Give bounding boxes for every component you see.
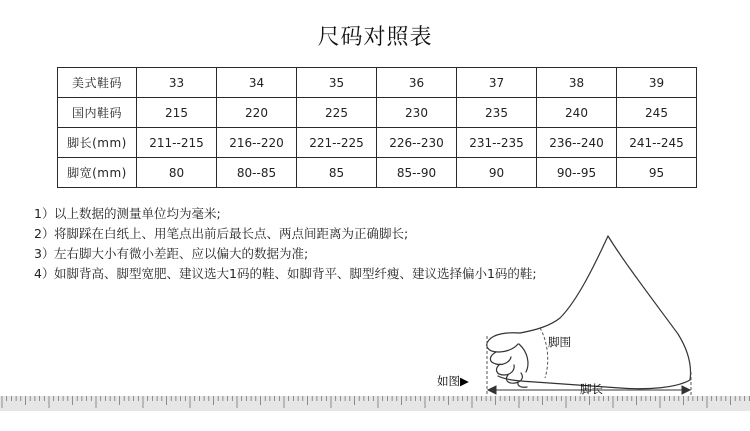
row-label: 脚长(mm) — [58, 128, 137, 158]
note-text: 如脚背高、脚型宽肥、建议选大1码的鞋、如脚背平、脚型纤瘦、建议选择偏小1码的鞋; — [54, 266, 537, 281]
table-cell: 245 — [617, 98, 697, 128]
table-cell: 85 — [297, 158, 377, 188]
table-cell: 235 — [457, 98, 537, 128]
table-cell: 221--225 — [297, 128, 377, 158]
table-cell: 225 — [297, 98, 377, 128]
table-cell: 95 — [617, 158, 697, 188]
table-cell: 80 — [137, 158, 217, 188]
table-cell: 241--245 — [617, 128, 697, 158]
note-number: 2） — [34, 226, 55, 241]
page-title: 尺码对照表 — [317, 25, 433, 50]
table-cell: 80--85 — [217, 158, 297, 188]
table-cell: 230 — [377, 98, 457, 128]
table-cell: 36 — [377, 68, 457, 98]
note-text: 以上数据的测量单位均为毫米; — [54, 206, 221, 221]
note-text: 将脚踩在白纸上、用笔点出前后最长点、两点间距离为正确脚长; — [54, 226, 409, 241]
table-cell: 34 — [217, 68, 297, 98]
table-cell: 39 — [617, 68, 697, 98]
girth-label: 脚围 — [548, 335, 571, 349]
note-number: 1） — [34, 206, 55, 221]
foot-illustration-icon — [487, 236, 691, 389]
table-cell: 231--235 — [457, 128, 537, 158]
note-number: 3） — [34, 246, 55, 261]
table-cell: 37 — [457, 68, 537, 98]
table-cell: 240 — [537, 98, 617, 128]
table-cell: 35 — [297, 68, 377, 98]
row-label: 国内鞋码 — [58, 98, 137, 128]
table-cell: 215 — [137, 98, 217, 128]
table-cell: 226--230 — [377, 128, 457, 158]
table-cell: 85--90 — [377, 158, 457, 188]
table-cell: 211--215 — [137, 128, 217, 158]
ruler-band — [0, 396, 750, 411]
table-cell: 216--220 — [217, 128, 297, 158]
ruler — [0, 396, 750, 431]
row-label: 脚宽(mm) — [58, 158, 137, 188]
note-text: 左右脚大小有微小差距、应以偏大的数据为准; — [54, 246, 309, 261]
table-cell: 220 — [217, 98, 297, 128]
as-shown-label: 如图▶ — [437, 374, 469, 388]
table-cell: 38 — [537, 68, 617, 98]
table-cell: 33 — [137, 68, 217, 98]
note-number: 4） — [34, 266, 55, 281]
length-label: 脚长 — [580, 382, 603, 396]
row-label: 美式鞋码 — [58, 68, 137, 98]
table-cell: 90--95 — [537, 158, 617, 188]
table-cell: 236--240 — [537, 128, 617, 158]
girth-guide-line — [540, 328, 548, 378]
table-cell: 90 — [457, 158, 537, 188]
